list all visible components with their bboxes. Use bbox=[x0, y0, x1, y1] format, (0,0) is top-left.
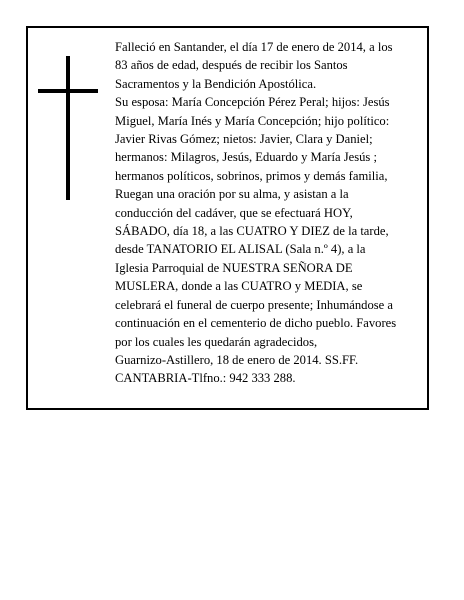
notice-line: Falleció en Santander, el día 17 de enero de 2014, a los bbox=[115, 40, 393, 54]
notice-line: conducción del cadáver, que se efectuará HOY, bbox=[115, 205, 353, 220]
notice-line: Iglesia Parroquial de NUESTRA SEÑORA DE bbox=[115, 260, 353, 275]
notice-line: celebrará el funeral de cuerpo presente; Inhumándose a bbox=[115, 297, 393, 312]
cross-icon bbox=[38, 56, 98, 200]
notice-line: 83 años de edad, después de recibir los Santos bbox=[115, 58, 348, 73]
obituary-notice bbox=[26, 26, 429, 410]
notice-line: desde TANATORIO EL ALISAL (Sala n.º 4), a la bbox=[115, 242, 366, 257]
notice-line: MUSLERA, donde a las CUATRO y MEDIA, se bbox=[115, 279, 363, 294]
notice-line: CANTABRIA-Tlfno.: 942 333 288. bbox=[115, 371, 296, 386]
notice-line: Javier Rivas Gómez; nietos: Javier, Clara y Daniel; bbox=[115, 132, 373, 147]
notice-line: Su esposa: María Concepción Pérez Peral; hijos: Jesús bbox=[115, 95, 390, 110]
notice-line: Sacramentos y la Bendición Apostólica. bbox=[115, 76, 317, 91]
notice-line: Ruegan una oración por su alma, y asistan a la bbox=[115, 187, 349, 202]
notice-line: Miguel, María Inés y María Concepción; hijo político: bbox=[115, 113, 390, 128]
notice-line: continuación en el cementerio de dicho pueblo. Favores bbox=[115, 316, 397, 331]
obituary-text bbox=[115, 38, 425, 388]
notice-line: hermanos políticos, sobrinos, primos y demás familia, bbox=[115, 168, 388, 183]
notice-line: SÁBADO, día 18, a las CUATRO Y DIEZ de la tarde, bbox=[115, 224, 389, 239]
notice-line: por los cuales les quedarán agradecidos, bbox=[115, 334, 318, 349]
notice-line: Guarnizo-Astillero, 18 de enero de 2014. SS.FF. bbox=[115, 352, 359, 367]
notice-line: hermanos: Milagros, Jesús, Eduardo y María Jesús ; bbox=[115, 150, 377, 165]
